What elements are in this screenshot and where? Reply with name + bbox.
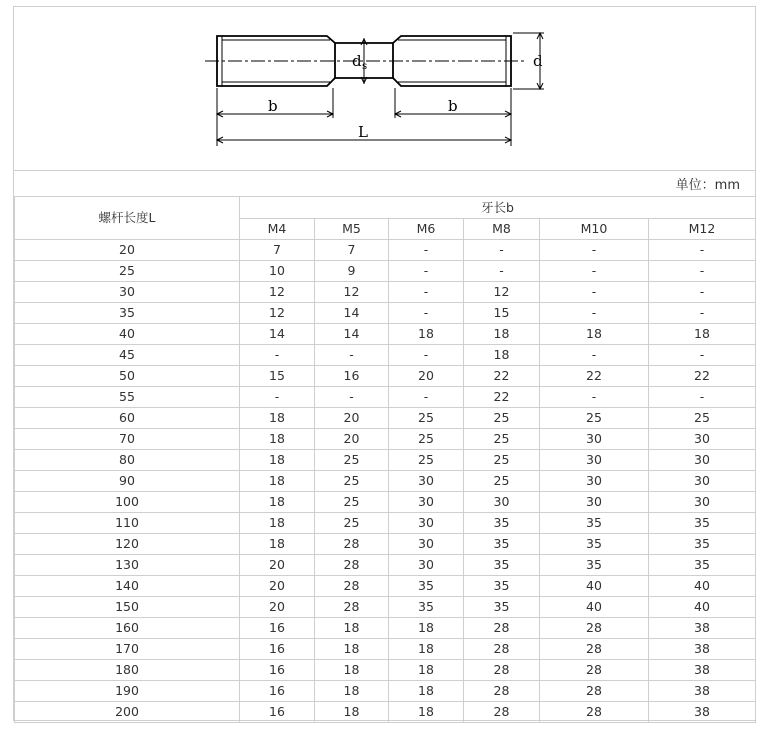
thread-length-cell: -: [315, 345, 389, 366]
thread-length-cell: -: [389, 303, 464, 324]
thread-length-cell: -: [649, 282, 756, 303]
length-cell: 150: [15, 597, 240, 618]
thread-length-cell: 35: [464, 534, 540, 555]
table-row: [15, 639, 756, 660]
thread-length-cell: -: [540, 387, 649, 408]
length-cell: 90: [15, 471, 240, 492]
thread-length-cell: 12: [315, 282, 389, 303]
thread-length-cell: 25: [389, 450, 464, 471]
thread-length-cell: 30: [649, 450, 756, 471]
thread-length-cell: 35: [464, 555, 540, 576]
thread-length-cell: 12: [240, 303, 315, 324]
table-row: [15, 702, 756, 723]
length-cell: 140: [15, 576, 240, 597]
thread-length-cell: 30: [389, 492, 464, 513]
thread-length-cell: 30: [540, 471, 649, 492]
table-row: [15, 261, 756, 282]
thread-length-cell: -: [649, 240, 756, 261]
thread-length-cell: 35: [649, 513, 756, 534]
thread-length-cell: 30: [389, 534, 464, 555]
table-body: [15, 240, 756, 723]
table-row: [15, 492, 756, 513]
thread-length-cell: 22: [649, 366, 756, 387]
thread-length-cell: 18: [240, 534, 315, 555]
thread-length-cell: 30: [389, 555, 464, 576]
thread-length-cell: 18: [464, 324, 540, 345]
length-cell: 25: [15, 261, 240, 282]
length-cell: 70: [15, 429, 240, 450]
table-row: [15, 282, 756, 303]
table-row: [15, 681, 756, 702]
column-header: M6: [389, 219, 464, 240]
thread-length-cell: 25: [464, 429, 540, 450]
thread-length-cell: 25: [315, 492, 389, 513]
length-cell: 110: [15, 513, 240, 534]
thread-length-cell: 30: [649, 471, 756, 492]
thread-length-cell: 18: [389, 660, 464, 681]
thread-length-cell: 28: [315, 597, 389, 618]
thread-length-cell: 25: [540, 408, 649, 429]
column-header: M10: [540, 219, 649, 240]
thread-length-cell: 28: [540, 639, 649, 660]
thread-length-cell: -: [464, 240, 540, 261]
thread-length-cell: -: [315, 387, 389, 408]
thread-length-cell: 25: [464, 450, 540, 471]
thread-length-cell: 22: [464, 387, 540, 408]
thread-length-cell: -: [389, 345, 464, 366]
thread-length-cell: -: [240, 387, 315, 408]
group-header: 牙长b: [240, 197, 756, 219]
thread-length-cell: 30: [389, 513, 464, 534]
length-cell: 180: [15, 660, 240, 681]
thread-length-cell: -: [649, 303, 756, 324]
thread-length-cell: -: [389, 240, 464, 261]
thread-length-cell: -: [540, 240, 649, 261]
column-header: M5: [315, 219, 389, 240]
thread-length-cell: 20: [389, 366, 464, 387]
unit-label: 单位：mm: [675, 178, 740, 193]
table-row: [15, 471, 756, 492]
thread-length-cell: 12: [464, 282, 540, 303]
thread-length-cell: 28: [540, 618, 649, 639]
table-row: [15, 240, 756, 261]
thread-length-cell: 28: [315, 555, 389, 576]
thread-length-cell: 16: [240, 639, 315, 660]
thread-length-cell: 15: [240, 366, 315, 387]
thread-length-cell: 28: [540, 660, 649, 681]
thread-length-cell: 18: [315, 618, 389, 639]
thread-length-cell: 18: [240, 513, 315, 534]
thread-length-cell: 16: [240, 618, 315, 639]
thread-length-cell: 35: [464, 597, 540, 618]
column-header: M8: [464, 219, 540, 240]
thread-length-cell: 40: [540, 576, 649, 597]
table-row: [15, 576, 756, 597]
d-label: d: [533, 52, 543, 70]
length-cell: 40: [15, 324, 240, 345]
thread-length-cell: 18: [315, 681, 389, 702]
table-row: [15, 618, 756, 639]
thread-length-cell: 18: [240, 450, 315, 471]
thread-length-cell: 15: [464, 303, 540, 324]
table-row: [15, 513, 756, 534]
thread-length-cell: 35: [464, 513, 540, 534]
ds-subscript: s: [362, 61, 368, 72]
thread-length-cell: 18: [649, 324, 756, 345]
thread-length-cell: 40: [649, 576, 756, 597]
thread-length-cell: 18: [389, 702, 464, 723]
thread-length-cell: 18: [389, 324, 464, 345]
thread-length-cell: 18: [240, 408, 315, 429]
thread-length-cell: 16: [240, 660, 315, 681]
thread-length-cell: 38: [649, 681, 756, 702]
thread-length-cell: 25: [389, 429, 464, 450]
thread-length-cell: 25: [389, 408, 464, 429]
thread-length-cell: -: [389, 282, 464, 303]
thread-length-cell: 20: [240, 576, 315, 597]
thread-length-cell: -: [540, 303, 649, 324]
thread-length-cell: 18: [315, 702, 389, 723]
thread-length-cell: 18: [464, 345, 540, 366]
L-label: L: [358, 123, 368, 141]
thread-length-cell: 28: [540, 681, 649, 702]
table-row: [15, 303, 756, 324]
thread-length-cell: 14: [315, 303, 389, 324]
thread-length-cell: -: [540, 261, 649, 282]
column-header: M4: [240, 219, 315, 240]
length-cell: 30: [15, 282, 240, 303]
length-cell: 100: [15, 492, 240, 513]
thread-length-cell: 7: [240, 240, 315, 261]
b-right-label: b: [448, 97, 458, 115]
thread-length-cell: 20: [240, 555, 315, 576]
length-cell: 200: [15, 702, 240, 723]
table-row: [15, 366, 756, 387]
thread-length-cell: 40: [649, 597, 756, 618]
thread-length-cell: 18: [240, 429, 315, 450]
thread-length-cell: -: [649, 345, 756, 366]
length-cell: 60: [15, 408, 240, 429]
thread-length-cell: 18: [540, 324, 649, 345]
thread-length-cell: 16: [240, 702, 315, 723]
thread-length-cell: 12: [240, 282, 315, 303]
thread-length-cell: 35: [649, 534, 756, 555]
table-row: [15, 345, 756, 366]
thread-length-cell: 22: [540, 366, 649, 387]
thread-length-cell: 35: [540, 513, 649, 534]
thread-length-cell: 30: [649, 429, 756, 450]
length-cell: 55: [15, 387, 240, 408]
thread-length-cell: 38: [649, 639, 756, 660]
thread-length-cell: 20: [315, 408, 389, 429]
thread-length-cell: 20: [240, 597, 315, 618]
table-row: [15, 660, 756, 681]
thread-length-cell: 28: [540, 702, 649, 723]
thread-length-cell: 30: [464, 492, 540, 513]
thread-length-cell: 14: [240, 324, 315, 345]
thread-length-cell: 18: [240, 471, 315, 492]
thread-length-cell: 18: [240, 492, 315, 513]
thread-length-cell: 38: [649, 660, 756, 681]
thread-length-cell: 16: [315, 366, 389, 387]
thread-length-cell: 28: [464, 639, 540, 660]
length-cell: 35: [15, 303, 240, 324]
thread-length-cell: -: [464, 261, 540, 282]
thread-length-cell: 25: [315, 450, 389, 471]
length-cell: 170: [15, 639, 240, 660]
thread-length-cell: 18: [389, 681, 464, 702]
thread-length-cell: 18: [389, 618, 464, 639]
table-row: [15, 387, 756, 408]
table-row: [15, 324, 756, 345]
thread-length-cell: 16: [240, 681, 315, 702]
thread-length-cell: 28: [315, 534, 389, 555]
thread-length-cell: 18: [315, 660, 389, 681]
thread-length-cell: -: [540, 282, 649, 303]
thread-length-cell: 30: [649, 492, 756, 513]
length-cell: 20: [15, 240, 240, 261]
thread-length-cell: 35: [389, 597, 464, 618]
thread-length-cell: 30: [540, 450, 649, 471]
thread-length-cell: 38: [649, 618, 756, 639]
thread-length-cell: 20: [315, 429, 389, 450]
thread-length-cell: 25: [464, 408, 540, 429]
table-row: [15, 408, 756, 429]
unit-row: [13, 170, 756, 197]
thread-length-cell: 30: [389, 471, 464, 492]
thread-length-cell: 30: [540, 492, 649, 513]
thread-length-cell: 35: [464, 576, 540, 597]
thread-length-cell: 28: [464, 660, 540, 681]
thread-length-cell: 22: [464, 366, 540, 387]
thread-length-cell: 25: [649, 408, 756, 429]
thread-length-cell: 35: [389, 576, 464, 597]
length-cell: 120: [15, 534, 240, 555]
thread-length-cell: -: [649, 387, 756, 408]
table-row: [15, 597, 756, 618]
thread-length-cell: 28: [464, 681, 540, 702]
thread-length-cell: 35: [649, 555, 756, 576]
table-row: [15, 555, 756, 576]
length-cell: 45: [15, 345, 240, 366]
table-row: [15, 450, 756, 471]
thread-length-cell: 28: [315, 576, 389, 597]
thread-length-cell: 10: [240, 261, 315, 282]
thread-length-cell: 28: [464, 618, 540, 639]
thread-length-cell: 28: [464, 702, 540, 723]
thread-length-cell: 35: [540, 534, 649, 555]
thread-length-cell: -: [540, 345, 649, 366]
row-header: 螺杆长度L: [15, 197, 240, 240]
table-row: [15, 429, 756, 450]
thread-length-cell: 9: [315, 261, 389, 282]
thread-length-cell: -: [649, 261, 756, 282]
thread-length-cell: 25: [315, 513, 389, 534]
stud-bolt-drawing: [200, 20, 560, 154]
length-cell: 80: [15, 450, 240, 471]
thread-length-cell: 38: [649, 702, 756, 723]
b-left-label: b: [268, 97, 278, 115]
table-row: [15, 534, 756, 555]
thread-length-cell: -: [240, 345, 315, 366]
thread-length-cell: -: [389, 261, 464, 282]
ds-label: d: [352, 52, 362, 70]
thread-length-table: [14, 196, 756, 723]
thread-length-cell: 25: [464, 471, 540, 492]
length-cell: 190: [15, 681, 240, 702]
thread-length-cell: 18: [315, 639, 389, 660]
length-cell: 160: [15, 618, 240, 639]
thread-length-cell: -: [389, 387, 464, 408]
thread-length-cell: 14: [315, 324, 389, 345]
length-cell: 50: [15, 366, 240, 387]
thread-length-cell: 40: [540, 597, 649, 618]
thread-length-cell: 18: [389, 639, 464, 660]
column-header: M12: [649, 219, 756, 240]
thread-length-cell: 25: [315, 471, 389, 492]
thread-length-cell: 7: [315, 240, 389, 261]
thread-length-cell: 30: [540, 429, 649, 450]
length-cell: 130: [15, 555, 240, 576]
thread-length-cell: 35: [540, 555, 649, 576]
